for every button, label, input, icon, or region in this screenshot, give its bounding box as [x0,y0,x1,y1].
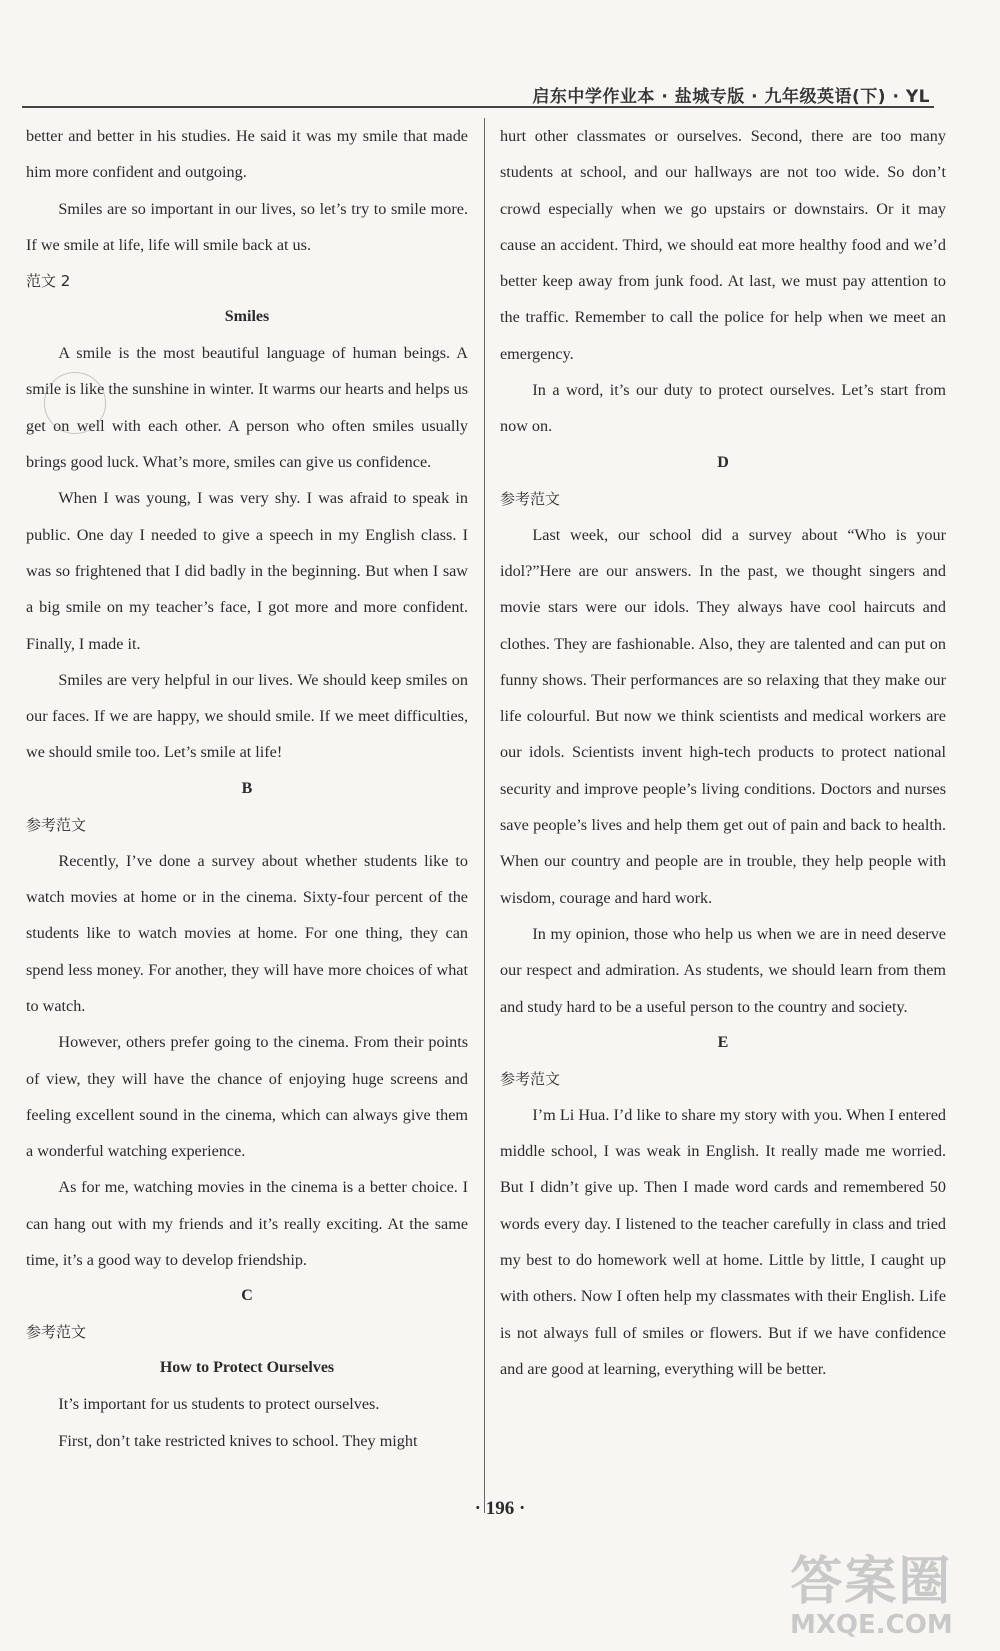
paragraph: Last week, our school did a survey about “Who is your idol?”Here are our answers. In the past, we thought singers and movie stars were our idols. They always have cool haircuts and clothes. They are fashionable. Also, they are talented and can put on funny shows. Their performances are so relaxing that they make our life colourful. But now we think scientists and medical workers are our idols. Scientists invent high-tech products to protect national security and improve people’s living conditions. Doctors and nurses save people’s lives and help them get out of pain and back to health. When our country and people are in trouble, they help people with wisdom, courage and hard work. [500,525,946,907]
running-header: 启东中学作业本 · 盐城专版 · 九年级英语(下) · YL [532,87,930,107]
paragraph: As for me, watching movies in the cinema is a better choice. I can hang out with my friends and it’s really exciting. At the same time, it’s a good way to develop friendship. [26,1178,468,1270]
paragraph: better and better in his studies. He said it was my smile that made him more confident and outgoing. [26,127,468,182]
section-label: 参考范文 [26,815,87,834]
section-label: 参考范文 [500,1069,561,1088]
column-divider [484,118,485,1513]
paragraph: However, others prefer going to the cinema. From their points of view, they will have the chance of enjoying huge screens and feeling excellent sound in the cinema, which can always give them a wonderful watching experience. [26,1033,468,1161]
paragraph: When I was young, I was very shy. I was afraid to speak in public. One day I needed to give a speech in my English class. I was so frightened that I did badly in the beginning. But when I saw a big smile on my teacher’s face, I got more and more confident. Finally, I made it. [26,489,468,653]
left-column [26,118,468,1459]
section-label: 参考范文 [500,489,561,508]
watermark-cn: 答案圈 [790,1552,953,1612]
watermark-logo [790,1552,953,1640]
paragraph: A smile is the most beautiful language of human beings. A smile is like the sunshine in winter. It warms our hearts and helps us get on well with each other. A person who often smiles usually brings good luck. What’s more, smiles can give us confidence. [26,344,468,472]
watermark-en: MXQE.COM [790,1610,953,1640]
section-heading: D [717,453,729,471]
paragraph: Recently, I’ve done a survey about whether students like to watch movies at home or in the cinema. Sixty-four percent of the students like to watch movies at home. For one thing, they can spend less money. For another, they will have more choices of what to watch. [26,851,468,1015]
section-heading: How to Protect Ourselves [159,1359,335,1377]
section-label: 范文 2 [26,272,71,291]
section-heading: B [241,779,253,797]
paragraph: Smiles are very helpful in our lives. We should keep smiles on our faces. If we are happy, we should smile. If we meet difficulties, we should smile too. Let’s smile at life! [26,670,468,762]
stamp-seal [44,372,106,434]
section-heading: E [717,1033,729,1051]
section-heading: Smiles [224,308,270,326]
header-rule [22,106,934,108]
paragraph: I’m Li Hua. I’d like to share my story with you. When I entered middle school, I was weak in English. It really made me worried. But I didn’t give up. Then I made word cards and remembered 50 words every day. I listened to the teacher carefully in class and tried my best to do homework well at home. Little by little, I caught up with others. Now I often help my classmates with their English. Life is not always full of smiles or flowers. But if we have confidence and are good at learning, everything will be better. [500,1105,946,1378]
section-heading: C [241,1287,253,1305]
right-column [500,118,946,1387]
paragraph: In my opinion, those who help us when we are in need deserve our respect and admiration. As students, we should learn from them and study hard to be a useful person to the country and society. [500,924,946,1016]
paragraph: It’s important for us students to protect ourselves. [58,1395,380,1414]
section-label: 参考范文 [26,1323,87,1342]
paragraph: Smiles are so important in our lives, so let’s try to smile more. If we smile at life, life will smile back at us. [26,199,468,254]
paragraph: In a word, it’s our duty to protect ourselves. Let’s start from now on. [500,381,946,436]
page-number: · 196 · [474,1498,526,1519]
paragraph: First, don’t take restricted knives to school. They might [58,1431,418,1450]
paragraph: hurt other classmates or ourselves. Second, there are too many students at school, and our hallways are not too wide. So don’t crowd especially when we go upstairs or downstairs. Or it may cause an accident. Third, we should eat more healthy food and we’d better keep away from junk food. At last, we must pay attention to the traffic. Remember to call the police for help when we meet an emergency. [500,127,946,363]
